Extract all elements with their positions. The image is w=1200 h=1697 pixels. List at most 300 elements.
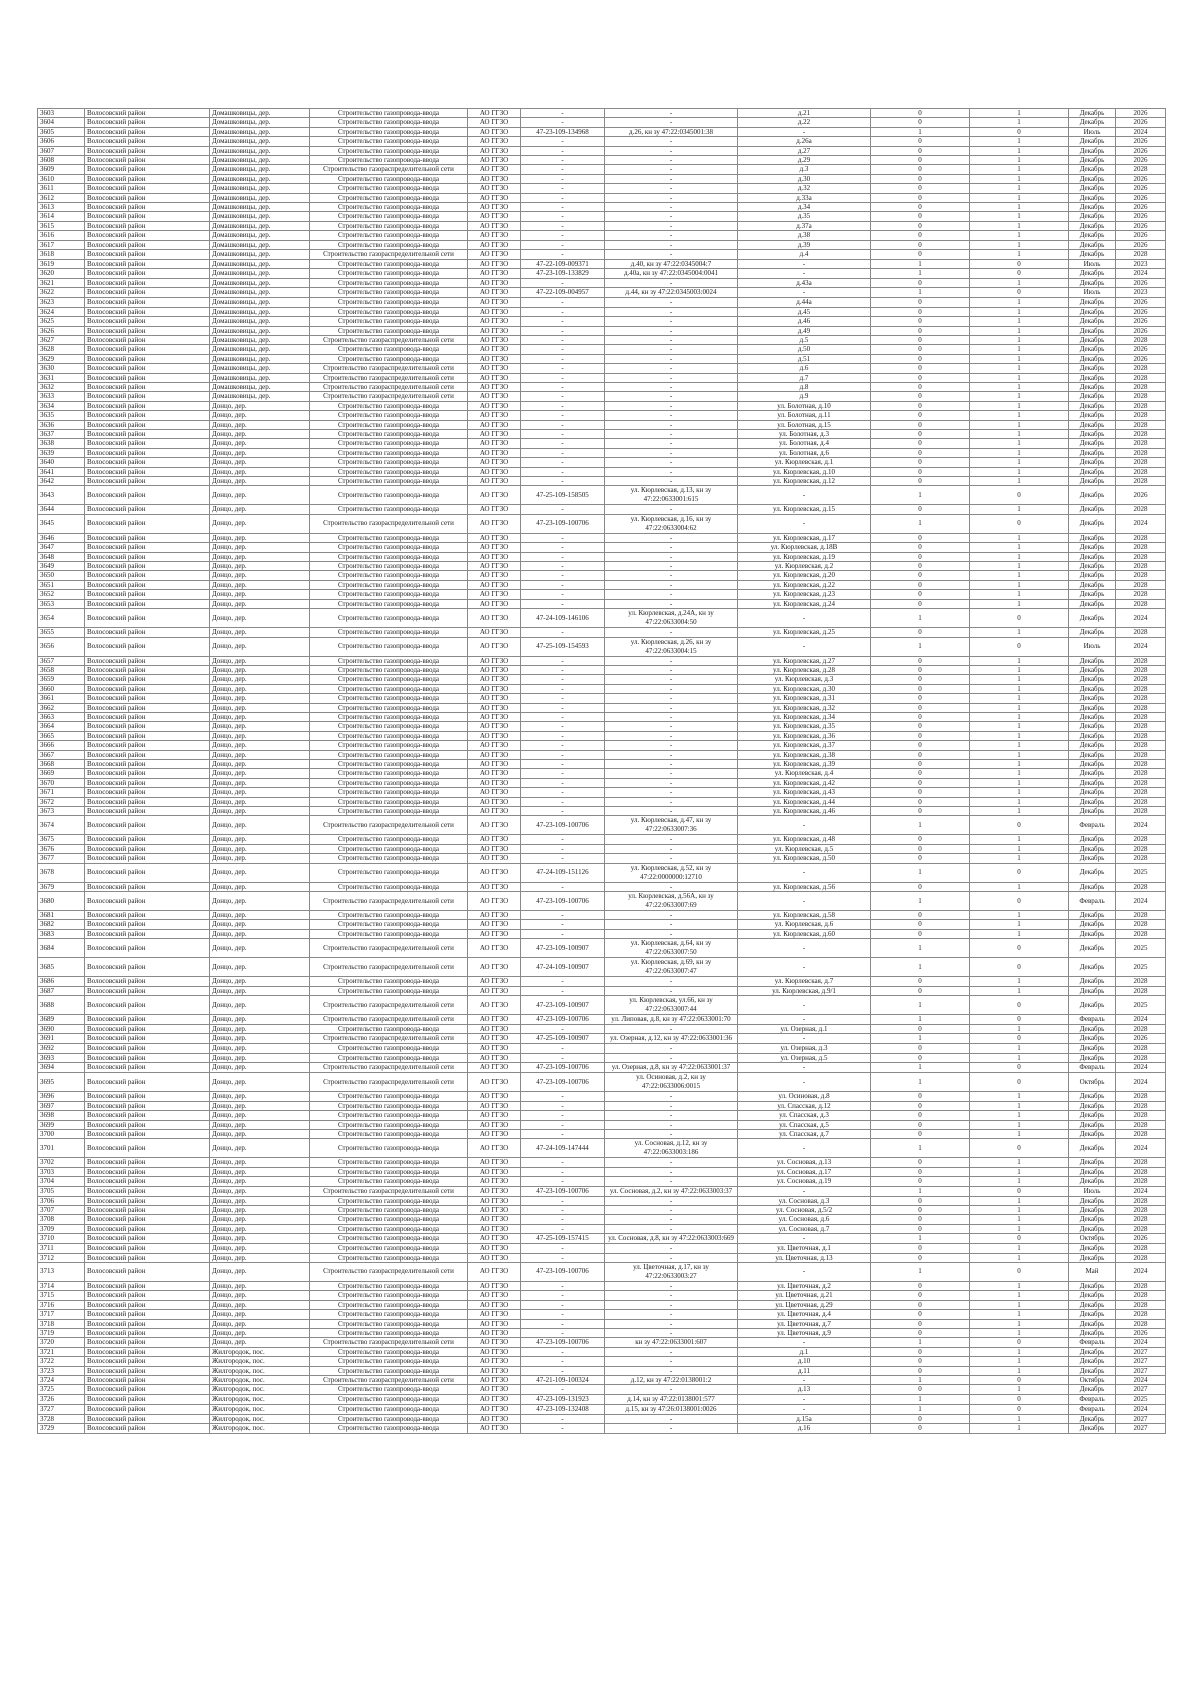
request-number-cell: -: [521, 807, 605, 816]
address-cell: д.35: [738, 212, 871, 221]
cadastral-address-cell: -: [605, 193, 738, 202]
year-cell: 2025: [1116, 996, 1166, 1015]
work-type-cell: Строительство газопровода-ввода: [310, 1092, 468, 1101]
count-b-cell: 1: [970, 1053, 1069, 1062]
request-number-cell: -: [521, 977, 605, 986]
settlement-cell: Жилгородок, пос.: [210, 1404, 310, 1414]
organization-cell: АО ГГЗО: [468, 1424, 521, 1433]
row-number-cell: 3612: [38, 193, 85, 202]
cadastral-address-cell: -: [605, 807, 738, 816]
settlement-cell: Донцо, дер.: [210, 741, 310, 750]
cadastral-address-cell: ул. Кюрлевская, д.16, кн зу 47:22:0633004:62: [605, 514, 738, 533]
year-cell: 2026: [1116, 307, 1166, 316]
request-number-cell: -: [521, 1385, 605, 1394]
work-type-cell: Строительство газопровода-ввода: [310, 599, 468, 608]
settlement-cell: Донцо, дер.: [210, 807, 310, 816]
month-cell: Декабрь: [1069, 580, 1116, 589]
count-a-cell: 0: [871, 240, 970, 249]
month-cell: Декабрь: [1069, 939, 1116, 958]
cadastral-address-cell: -: [605, 203, 738, 212]
district-cell: Волосовский район: [85, 958, 210, 977]
cadastral-address-cell: -: [605, 326, 738, 335]
address-cell: ул. Кюрлевская, д.15: [738, 505, 871, 514]
count-a-cell: 0: [871, 835, 970, 844]
table-row: [38, 533, 1166, 542]
district-cell: Волосовский район: [85, 1366, 210, 1375]
table-row: [38, 156, 1166, 165]
table-body: [38, 109, 1166, 1434]
month-cell: Декабрь: [1069, 1300, 1116, 1309]
settlement-cell: Домашковицы, дер.: [210, 109, 310, 118]
organization-cell: АО ГГЗО: [468, 109, 521, 118]
request-number-cell: -: [521, 1092, 605, 1101]
month-cell: Декабрь: [1069, 1329, 1116, 1338]
address-cell: ул. Цветочная, д.2: [738, 1281, 871, 1290]
month-cell: Декабрь: [1069, 212, 1116, 221]
address-cell: ул. Цветочная, д.7: [738, 1319, 871, 1328]
settlement-cell: Домашковицы, дер.: [210, 354, 310, 363]
address-cell: д.27: [738, 146, 871, 155]
work-type-cell: Строительство газораспределительной сети: [310, 1338, 468, 1347]
table-row: [38, 203, 1166, 212]
year-cell: 2028: [1116, 1224, 1166, 1233]
organization-cell: АО ГГЗО: [468, 250, 521, 259]
table-row: [38, 1215, 1166, 1224]
settlement-cell: Домашковицы, дер.: [210, 364, 310, 373]
address-cell: д.39: [738, 240, 871, 249]
organization-cell: АО ГГЗО: [468, 364, 521, 373]
request-number-cell: 47-24-109-151126: [521, 863, 605, 882]
organization-cell: АО ГГЗО: [468, 778, 521, 787]
count-a-cell: 0: [871, 882, 970, 891]
cadastral-address-cell: -: [605, 778, 738, 787]
district-cell: Волосовский район: [85, 203, 210, 212]
address-cell: ул. Кюрлевская, д.5: [738, 844, 871, 853]
request-number-cell: -: [521, 580, 605, 589]
organization-cell: АО ГГЗО: [468, 382, 521, 391]
work-type-cell: Строительство газопровода-ввода: [310, 298, 468, 307]
organization-cell: АО ГГЗО: [468, 268, 521, 278]
month-cell: Декабрь: [1069, 835, 1116, 844]
count-a-cell: 0: [871, 1215, 970, 1224]
organization-cell: АО ГГЗО: [468, 203, 521, 212]
work-type-cell: Строительство газопровода-ввода: [310, 184, 468, 193]
address-cell: ул. Кюрлевская, д.32: [738, 703, 871, 712]
settlement-cell: Домашковицы, дер.: [210, 184, 310, 193]
count-b-cell: 1: [970, 1281, 1069, 1290]
month-cell: Декабрь: [1069, 675, 1116, 684]
district-cell: Волосовский район: [85, 986, 210, 995]
count-a-cell: 0: [871, 1424, 970, 1433]
year-cell: 2028: [1116, 552, 1166, 561]
district-cell: Волосовский район: [85, 1073, 210, 1092]
organization-cell: АО ГГЗО: [468, 722, 521, 731]
work-type-cell: Строительство газораспределительной сети: [310, 165, 468, 174]
year-cell: 2026: [1116, 317, 1166, 326]
district-cell: Волосовский район: [85, 741, 210, 750]
district-cell: Волосовский район: [85, 1186, 210, 1196]
organization-cell: АО ГГЗО: [468, 1234, 521, 1244]
settlement-cell: Жилгородок, пос.: [210, 1414, 310, 1423]
table-row: [38, 1414, 1166, 1423]
table-row: [38, 1291, 1166, 1300]
year-cell: 2028: [1116, 1300, 1166, 1309]
count-a-cell: 0: [871, 712, 970, 721]
count-b-cell: 1: [970, 212, 1069, 221]
cadastral-address-cell: кн зу 47:22:0633001:607: [605, 1338, 738, 1347]
organization-cell: АО ГГЗО: [468, 221, 521, 230]
year-cell: 2028: [1116, 844, 1166, 853]
count-a-cell: 0: [871, 382, 970, 391]
count-a-cell: 0: [871, 137, 970, 146]
row-number-cell: 3672: [38, 797, 85, 806]
request-number-cell: 47-25-109-154593: [521, 637, 605, 656]
table-row: [38, 703, 1166, 712]
organization-cell: АО ГГЗО: [468, 430, 521, 439]
work-type-cell: Строительство газопровода-ввода: [310, 420, 468, 429]
cadastral-address-cell: -: [605, 722, 738, 731]
cadastral-address-cell: -: [605, 411, 738, 420]
table-row: [38, 637, 1166, 656]
row-number-cell: 3683: [38, 929, 85, 938]
year-cell: 2028: [1116, 1291, 1166, 1300]
table-row: [38, 571, 1166, 580]
request-number-cell: -: [521, 278, 605, 287]
request-number-cell: -: [521, 345, 605, 354]
work-type-cell: Строительство газопровода-ввода: [310, 221, 468, 230]
settlement-cell: Донцо, дер.: [210, 1025, 310, 1034]
cadastral-address-cell: -: [605, 533, 738, 542]
cadastral-address-cell: -: [605, 137, 738, 146]
row-number-cell: 3651: [38, 580, 85, 589]
settlement-cell: Донцо, дер.: [210, 401, 310, 410]
work-type-cell: Строительство газопровода-ввода: [310, 703, 468, 712]
work-type-cell: Строительство газопровода-ввода: [310, 769, 468, 778]
month-cell: Декабрь: [1069, 958, 1116, 977]
address-cell: ул. Сосновая, д.13: [738, 1158, 871, 1167]
table-row: [38, 307, 1166, 316]
settlement-cell: Домашковицы, дер.: [210, 137, 310, 146]
settlement-cell: Донцо, дер.: [210, 543, 310, 552]
request-number-cell: -: [521, 1414, 605, 1423]
district-cell: Волосовский район: [85, 278, 210, 287]
count-a-cell: 1: [871, 863, 970, 882]
count-a-cell: 0: [871, 1310, 970, 1319]
year-cell: 2024: [1116, 1139, 1166, 1158]
month-cell: Февраль: [1069, 1015, 1116, 1025]
count-b-cell: 0: [970, 1063, 1069, 1073]
organization-cell: АО ГГЗО: [468, 835, 521, 844]
request-number-cell: -: [521, 1177, 605, 1186]
table-row: [38, 127, 1166, 136]
count-a-cell: 1: [871, 939, 970, 958]
work-type-cell: Строительство газопровода-ввода: [310, 1234, 468, 1244]
cadastral-address-cell: -: [605, 1111, 738, 1120]
count-a-cell: 0: [871, 722, 970, 731]
count-b-cell: 1: [970, 298, 1069, 307]
address-cell: -: [738, 1034, 871, 1044]
year-cell: 2025: [1116, 863, 1166, 882]
work-type-cell: Строительство газораспределительной сети: [310, 382, 468, 391]
row-number-cell: 3723: [38, 1366, 85, 1375]
organization-cell: АО ГГЗО: [468, 259, 521, 268]
cadastral-address-cell: -: [605, 439, 738, 448]
settlement-cell: Жилгородок, пос.: [210, 1357, 310, 1366]
organization-cell: АО ГГЗО: [468, 731, 521, 740]
table-row: [38, 844, 1166, 853]
month-cell: Декабрь: [1069, 628, 1116, 637]
row-number-cell: 3713: [38, 1262, 85, 1281]
table-row: [38, 1063, 1166, 1073]
district-cell: Волосовский район: [85, 505, 210, 514]
year-cell: 2028: [1116, 590, 1166, 599]
district-cell: Волосовский район: [85, 911, 210, 920]
row-number-cell: 3646: [38, 533, 85, 542]
cadastral-address-cell: -: [605, 1424, 738, 1433]
count-a-cell: 1: [871, 1073, 970, 1092]
row-number-cell: 3712: [38, 1253, 85, 1262]
request-number-cell: 47-23-109-100907: [521, 996, 605, 1015]
row-number-cell: 3652: [38, 590, 85, 599]
table-row: [38, 467, 1166, 476]
count-a-cell: 0: [871, 1281, 970, 1290]
row-number-cell: 3621: [38, 278, 85, 287]
month-cell: Декабрь: [1069, 1414, 1116, 1423]
request-number-cell: -: [521, 317, 605, 326]
count-a-cell: 0: [871, 420, 970, 429]
district-cell: Волосовский район: [85, 656, 210, 665]
cadastral-address-cell: -: [605, 911, 738, 920]
request-number-cell: 47-23-109-131923: [521, 1394, 605, 1404]
district-cell: Волосовский район: [85, 317, 210, 326]
count-a-cell: 0: [871, 1167, 970, 1176]
year-cell: 2028: [1116, 562, 1166, 571]
work-type-cell: Строительство газопровода-ввода: [310, 1291, 468, 1300]
cadastral-address-cell: -: [605, 750, 738, 759]
count-a-cell: 0: [871, 298, 970, 307]
year-cell: 2024: [1116, 1063, 1166, 1073]
district-cell: Волосовский район: [85, 514, 210, 533]
organization-cell: АО ГГЗО: [468, 1385, 521, 1394]
count-a-cell: 0: [871, 1244, 970, 1253]
request-number-cell: -: [521, 146, 605, 155]
month-cell: Декабрь: [1069, 137, 1116, 146]
address-cell: д.43а: [738, 278, 871, 287]
request-number-cell: -: [521, 1167, 605, 1176]
count-b-cell: 1: [970, 373, 1069, 382]
count-a-cell: 1: [871, 1376, 970, 1385]
count-a-cell: 0: [871, 278, 970, 287]
year-cell: 2027: [1116, 1347, 1166, 1356]
year-cell: 2028: [1116, 1196, 1166, 1205]
work-type-cell: Строительство газопровода-ввода: [310, 835, 468, 844]
count-b-cell: 1: [970, 552, 1069, 561]
cadastral-address-cell: -: [605, 231, 738, 240]
organization-cell: АО ГГЗО: [468, 1044, 521, 1053]
cadastral-address-cell: -: [605, 458, 738, 467]
count-b-cell: 1: [970, 1092, 1069, 1101]
request-number-cell: -: [521, 221, 605, 230]
count-b-cell: 1: [970, 1111, 1069, 1120]
request-number-cell: -: [521, 552, 605, 561]
work-type-cell: Строительство газораспределительной сети: [310, 892, 468, 911]
cadastral-address-cell: -: [605, 250, 738, 259]
work-type-cell: Строительство газопровода-ввода: [310, 127, 468, 136]
row-number-cell: 3729: [38, 1424, 85, 1433]
year-cell: 2028: [1116, 731, 1166, 740]
table-row: [38, 1424, 1166, 1433]
request-number-cell: -: [521, 854, 605, 863]
request-number-cell: -: [521, 231, 605, 240]
table-row: [38, 288, 1166, 298]
settlement-cell: Домашковицы, дер.: [210, 165, 310, 174]
settlement-cell: Донцо, дер.: [210, 1034, 310, 1044]
year-cell: 2026: [1116, 137, 1166, 146]
row-number-cell: 3724: [38, 1376, 85, 1385]
cadastral-address-cell: -: [605, 382, 738, 391]
settlement-cell: Домашковицы, дер.: [210, 268, 310, 278]
organization-cell: АО ГГЗО: [468, 590, 521, 599]
organization-cell: АО ГГЗО: [468, 1205, 521, 1214]
request-number-cell: -: [521, 1281, 605, 1290]
address-cell: д.50: [738, 345, 871, 354]
count-b-cell: 1: [970, 731, 1069, 740]
month-cell: Декабрь: [1069, 543, 1116, 552]
year-cell: 2028: [1116, 1281, 1166, 1290]
district-cell: Волосовский район: [85, 807, 210, 816]
request-number-cell: -: [521, 1120, 605, 1129]
district-cell: Волосовский район: [85, 1167, 210, 1176]
count-a-cell: 1: [871, 1063, 970, 1073]
work-type-cell: Строительство газопровода-ввода: [310, 317, 468, 326]
table-row: [38, 231, 1166, 240]
organization-cell: АО ГГЗО: [468, 1338, 521, 1347]
organization-cell: АО ГГЗО: [468, 156, 521, 165]
cadastral-address-cell: -: [605, 1053, 738, 1062]
address-cell: д.32: [738, 184, 871, 193]
month-cell: Декабрь: [1069, 1385, 1116, 1394]
count-a-cell: 0: [871, 694, 970, 703]
year-cell: 2026: [1116, 486, 1166, 505]
cadastral-address-cell: -: [605, 1300, 738, 1309]
year-cell: 2028: [1116, 599, 1166, 608]
count-b-cell: 1: [970, 675, 1069, 684]
work-type-cell: Строительство газопровода-ввода: [310, 590, 468, 599]
count-a-cell: 1: [871, 1186, 970, 1196]
organization-cell: АО ГГЗО: [468, 562, 521, 571]
month-cell: Июль: [1069, 637, 1116, 656]
count-b-cell: 0: [970, 1034, 1069, 1044]
count-a-cell: 0: [871, 477, 970, 486]
district-cell: Волосовский район: [85, 1414, 210, 1423]
request-number-cell: -: [521, 458, 605, 467]
year-cell: 2028: [1116, 1120, 1166, 1129]
settlement-cell: Донцо, дер.: [210, 1120, 310, 1129]
count-a-cell: 1: [871, 1262, 970, 1281]
cadastral-address-cell: -: [605, 741, 738, 750]
organization-cell: АО ГГЗО: [468, 552, 521, 561]
work-type-cell: Строительство газопровода-ввода: [310, 1025, 468, 1034]
row-number-cell: 3699: [38, 1120, 85, 1129]
district-cell: Волосовский район: [85, 127, 210, 136]
month-cell: Декабрь: [1069, 240, 1116, 249]
organization-cell: АО ГГЗО: [468, 571, 521, 580]
cadastral-address-cell: -: [605, 571, 738, 580]
row-number-cell: 3715: [38, 1291, 85, 1300]
count-a-cell: 0: [871, 769, 970, 778]
count-a-cell: 0: [871, 156, 970, 165]
request-number-cell: -: [521, 382, 605, 391]
cadastral-address-cell: -: [605, 986, 738, 995]
district-cell: Волосовский район: [85, 298, 210, 307]
district-cell: Волосовский район: [85, 1025, 210, 1034]
cadastral-address-cell: -: [605, 854, 738, 863]
cadastral-address-cell: -: [605, 543, 738, 552]
organization-cell: АО ГГЗО: [468, 939, 521, 958]
table-row: [38, 1186, 1166, 1196]
organization-cell: АО ГГЗО: [468, 1310, 521, 1319]
row-number-cell: 3636: [38, 420, 85, 429]
district-cell: Волосовский район: [85, 1424, 210, 1433]
address-cell: д.7: [738, 373, 871, 382]
organization-cell: АО ГГЗО: [468, 1329, 521, 1338]
district-cell: Волосовский район: [85, 1281, 210, 1290]
row-number-cell: 3706: [38, 1196, 85, 1205]
organization-cell: АО ГГЗО: [468, 694, 521, 703]
request-number-cell: -: [521, 1300, 605, 1309]
month-cell: Декабрь: [1069, 1253, 1116, 1262]
settlement-cell: Донцо, дер.: [210, 882, 310, 891]
request-number-cell: -: [521, 250, 605, 259]
request-number-cell: 47-21-109-100324: [521, 1376, 605, 1385]
address-cell: ул. Озерная, д.5: [738, 1053, 871, 1062]
work-type-cell: Строительство газопровода-ввода: [310, 1357, 468, 1366]
month-cell: Декабрь: [1069, 486, 1116, 505]
request-number-cell: -: [521, 439, 605, 448]
cadastral-address-cell: ул. Кюрлевская, д.52, кн зу 47:22:0000000:12710: [605, 863, 738, 882]
district-cell: Волосовский район: [85, 892, 210, 911]
settlement-cell: Донцо, дер.: [210, 1139, 310, 1158]
work-type-cell: Строительство газопровода-ввода: [310, 1196, 468, 1205]
month-cell: Октябрь: [1069, 1073, 1116, 1092]
settlement-cell: Донцо, дер.: [210, 514, 310, 533]
organization-cell: АО ГГЗО: [468, 127, 521, 136]
row-number-cell: 3606: [38, 137, 85, 146]
cadastral-address-cell: -: [605, 797, 738, 806]
month-cell: Декабрь: [1069, 684, 1116, 693]
count-b-cell: 1: [970, 1319, 1069, 1328]
work-type-cell: Строительство газопровода-ввода: [310, 1414, 468, 1423]
cadastral-address-cell: -: [605, 1357, 738, 1366]
district-cell: Волосовский район: [85, 712, 210, 721]
month-cell: Декабрь: [1069, 703, 1116, 712]
table-row: [38, 1310, 1166, 1319]
settlement-cell: Донцо, дер.: [210, 628, 310, 637]
address-cell: д.30: [738, 174, 871, 183]
work-type-cell: Строительство газопровода-ввода: [310, 788, 468, 797]
organization-cell: АО ГГЗО: [468, 1262, 521, 1281]
address-cell: д.21: [738, 109, 871, 118]
request-number-cell: -: [521, 703, 605, 712]
month-cell: Декабрь: [1069, 382, 1116, 391]
year-cell: 2028: [1116, 835, 1166, 844]
district-cell: Волосовский район: [85, 364, 210, 373]
count-b-cell: 0: [970, 892, 1069, 911]
work-type-cell: Строительство газораспределительной сети: [310, 1376, 468, 1385]
table-row: [38, 1044, 1166, 1053]
count-a-cell: 1: [871, 892, 970, 911]
count-b-cell: 1: [970, 1329, 1069, 1338]
